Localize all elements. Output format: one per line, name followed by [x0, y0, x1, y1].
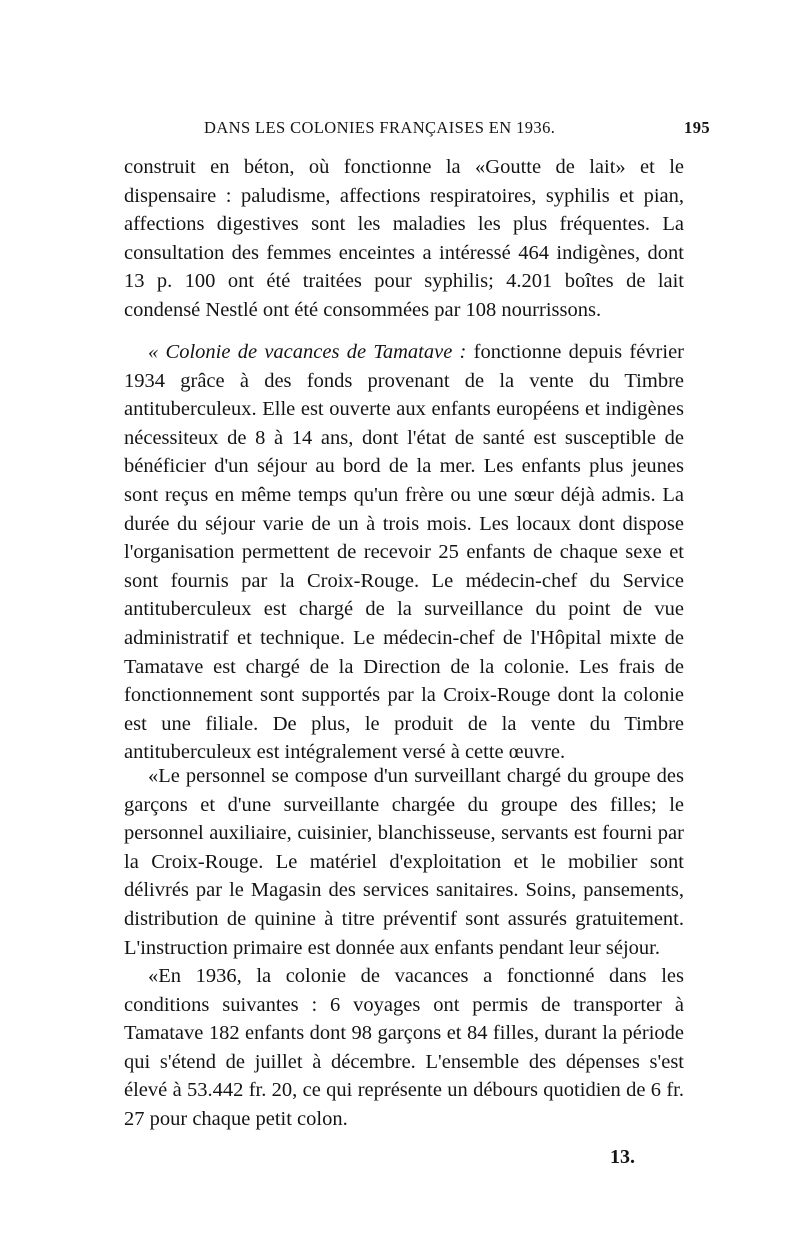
- paragraph-text: «En 1936, la colonie de vacances a fonctionné dans les conditions suivantes : 6 voyages ont permis de transporter à Tamatave 182 enfants dont 98 garçons et 84 filles, durant la période qui s'étend de juillet à décembre. L'ensemble des dépenses s'est élevé à 53.442 fr. 20, ce qui représente un débours quotidien de 6 fr. 27 pour chaque petit colon.: [124, 965, 684, 1130]
- paragraph-text: fonctionne depuis février 1934 grâce à des fonds provenant de la vente du Timbre antituberculeux. Elle est ouverte aux enfants européens et indigènes nécessiteux de 8 à 14 ans, dont l'état de santé est susceptible de bénéficier d'un séjour au bord de la mer. Les enfants plus jeunes sont reçus en même temps qu'un frère ou une sœur déjà admis. La durée du séjour varie de un à trois mois. Les locaux dont dispose l'organisation permettent de recevoir 25 enfants de chaque sexe et sont fournis par la Croix-Rouge. Le médecin-chef du Service antituberculeux est chargé de la surveillance du point de vue administratif et technique. Le médecin-chef de l'Hôpital mixte de Tamatave est chargé de la Direction de la colonie. Les frais de fonctionnement sont supportés par la Croix-Rouge dont la colonie est une filiale. De plus, le produit de la vente du Timbre antituberculeux est intégralement versé à cette œuvre.: [124, 341, 685, 764]
- paragraph-text: construit en béton, où fonctionne la «Goutte de lait» et le dispensaire : paludisme, affections respiratoires, syphilis et pian, affections digestives sont les maladies les plus fréquentes. La consultation des femmes enceintes a intéressé 464 indigènes, dont 13 p. 100 ont été traitées pour syphilis; 4.201 boîtes de lait condensé Nestlé ont été consommées par 108 nourrissons.: [124, 156, 684, 321]
- running-head: [204, 118, 710, 142]
- paragraph-text: «Le personnel se compose d'un surveillant chargé du groupe des garçons et d'une surveillante chargée du groupe des filles; le personnel auxiliaire, cuisinier, blanchisseuse, servants est fourni par la Croix-Rouge. Le matériel d'exploitation et le mobilier sont délivrés par le Magasin des services sanitaires. Soins, pansements, distribution de quinine à titre préventif sont assurés gratuitement. L'instruction primaire est donnée aux enfants pendant leur séjour.: [124, 765, 684, 959]
- running-head-title: DANS LES COLONIES FRANÇAISES EN 1936.: [204, 118, 556, 137]
- signature-mark: 13.: [610, 1146, 635, 1168]
- section-lead-heading: « Colonie de vacances de Tamatave :: [148, 341, 467, 363]
- paragraph-statistics-1936: [124, 962, 684, 1134]
- paragraph-continuation: [124, 153, 684, 325]
- paragraph-personnel: [124, 762, 684, 962]
- page-number: 195: [684, 118, 710, 137]
- paragraph-colonie-vacances: [124, 338, 684, 767]
